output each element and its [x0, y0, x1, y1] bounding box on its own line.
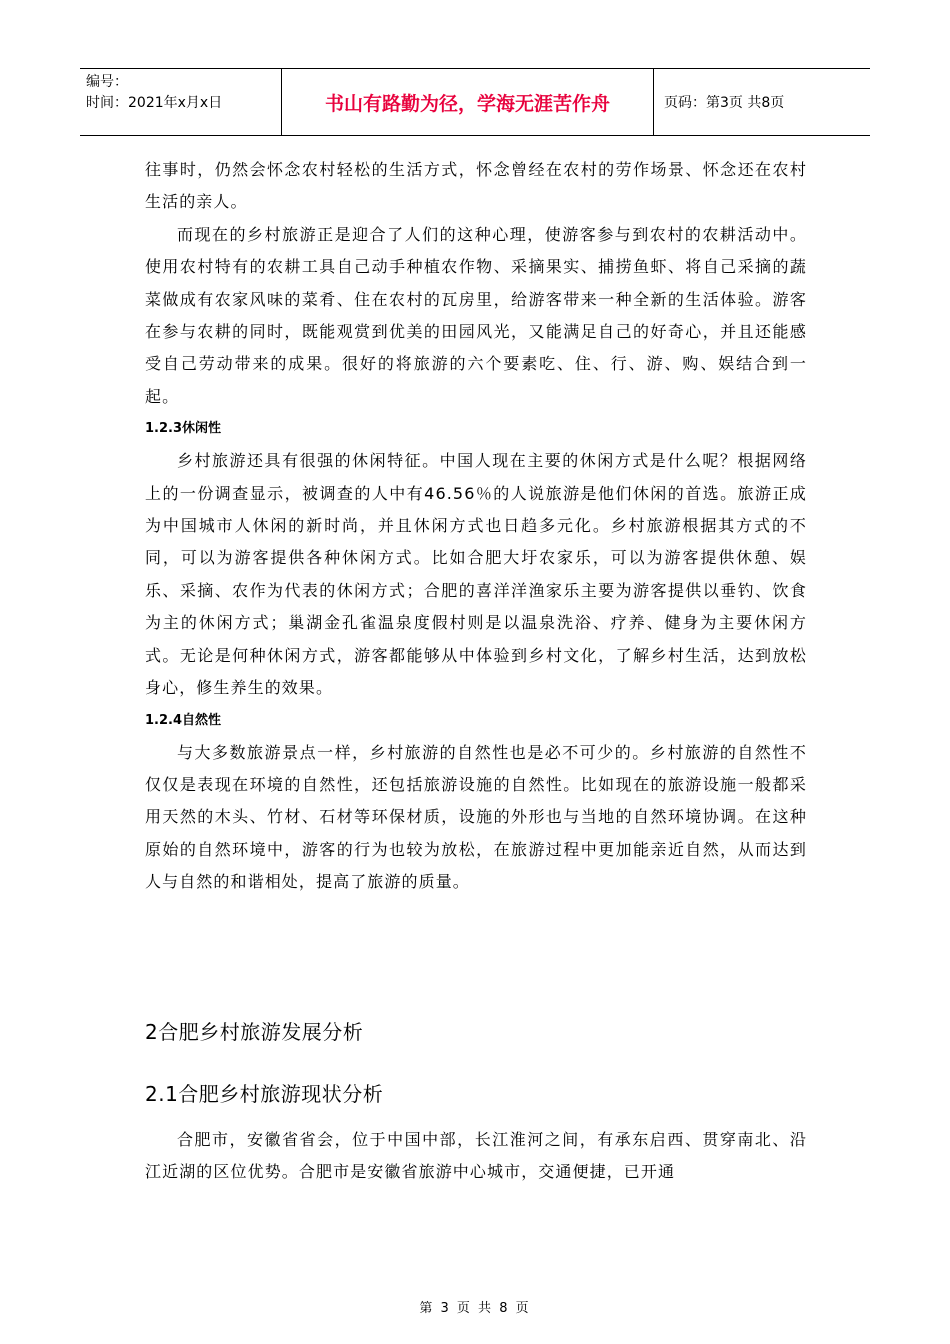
- paragraph-naturalness: 与大多数旅游景点一样，乡村旅游的自然性也是必不可少的。乡村旅游的自然性不仅仅是表现在环境的自然性，还包括旅游设施的自然性。比如现在的旅游设施一般都采用天然的木头、竹材、石材等环保材质，设施的外形也与当地的自然环境协调。在这种原始的自然环境中，游客的行为也较为放松，在旅游过程中更加能亲近自然，从而达到人与自然的和谐相处，提高了旅游的质量。: [145, 742, 807, 892]
- header-page-info: 页码：第3页 共8页: [664, 95, 785, 111]
- page-header: [80, 68, 870, 136]
- body-block-2: [145, 1124, 807, 1189]
- paragraph-continuation: 往事时，仍然会怀念农村轻松的生活方式，怀念曾经在农村的劳作场景、怀念还在农村生活的亲人。: [145, 160, 807, 212]
- header-motto: 书山有路勤为径，学海无涯苦作舟: [282, 69, 654, 135]
- header-meta: [80, 69, 282, 135]
- paragraph-rural-tourism-participation: 而现在的乡村旅游正是迎合了人们的这种心理，使游客参与到农村的农耕活动中。使用农村特有的农耕工具自己动手种植农作物、采摘果实、捕捞鱼虾、将自己采摘的蔬菜做成有农家风味的菜肴、住在农村的瓦房里，给游客带来一种全新的生活体验。游客在参与农耕的同时，既能观赏到优美的田园风光，又能满足自己的好奇心，并且还能感受自己劳动带来的成果。很好的将旅游的六个要素吃、住、行、游、购、娱结合到一起。: [145, 224, 807, 406]
- heading-2: 2合肥乡村旅游发展分析: [145, 1020, 364, 1044]
- body-block-1: [145, 154, 807, 899]
- heading-2-1: 2.1合肥乡村旅游现状分析: [145, 1082, 384, 1106]
- page-footer: 第 3 页 共 8 页: [419, 1301, 531, 1316]
- heading-1-2-3: 1.2.3休闲性: [145, 421, 222, 437]
- paragraph-leisure: 乡村旅游还具有很强的休闲特征。中国人现在主要的休闲方式是什么呢？根据网络上的一份调查显示，被调查的人中有46.56％的人说旅游是他们休闲的首选。旅游正成为中国城市人休闲的新时尚，并且休闲方式也日趋多元化。乡村旅游根据其方式的不同，可以为游客提供各种休闲方式。比如合肥大圩农家乐，可以为游客提供休憩、娱乐、采摘、农作为代表的休闲方式；合肥的喜洋洋渔家乐主要为游客提供以垂钓、饮食为主的休闲方式；巢湖金孔雀温泉度假村则是以温泉洗浴、疗养、健身为主要休闲方式。无论是何种休闲方式，游客都能够从中体验到乡村文化，了解乡村生活，达到放松身心，修生养生的效果。: [145, 451, 807, 698]
- header-number-label: 编号：: [86, 74, 128, 90]
- paragraph-hefei-overview: 合肥市，安徽省省会，位于中国中部，长江淮河之间，有承东启西、贯穿南北、沿江近湖的区位优势。合肥市是安徽省旅游中心城市，交通便捷，已开通: [145, 1130, 807, 1182]
- heading-1-2-4: 1.2.4自然性: [145, 712, 222, 728]
- header-time-label: 时间：2021年x月x日: [86, 95, 223, 111]
